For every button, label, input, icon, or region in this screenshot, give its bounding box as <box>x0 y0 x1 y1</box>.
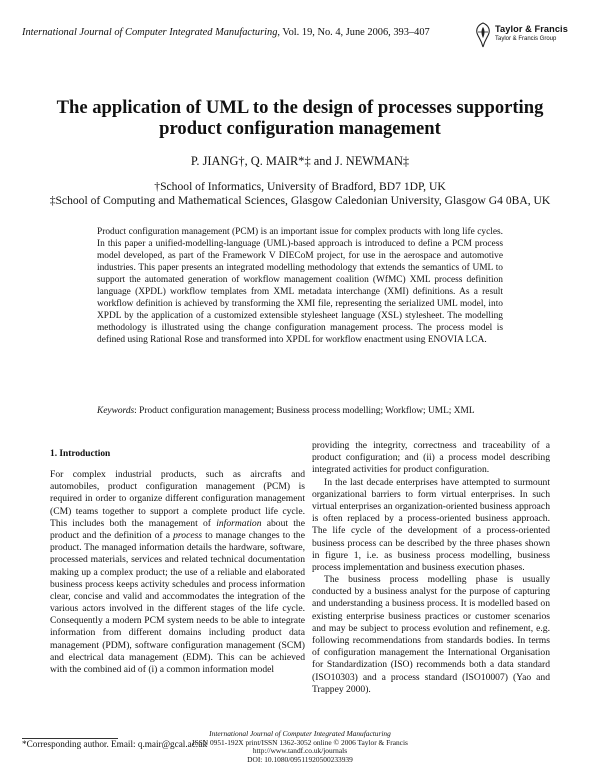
intro-paragraph-2: In the last decade enterprises have attempted to surmount organizational barriers to form virtual enterprises. In such virtual enterprises an organization-oriented business approach is often replaced by a process-oriented business approach. The life cycle of the development of a process-oriented business process can be described by the three phases shown in figure 1, i.e. as business process modelling, business process implementation and business execution phases. <box>312 476 550 573</box>
journal-imprint <box>130 730 470 765</box>
author-list: P. JIANG†, Q. MAIR*‡ and J. NEWMAN‡ <box>190 154 410 168</box>
keywords-label: Keywords <box>97 406 135 416</box>
running-head <box>22 26 492 39</box>
publisher-logo-icon <box>474 22 492 48</box>
corresponding-author-footnote: *Corresponding author. Email: q.mair@gcal.ac.uk <box>22 739 208 749</box>
publisher-subtitle: Taylor & Francis Group <box>495 36 557 42</box>
publisher-logo <box>474 22 584 50</box>
intro-p1-part-b: about the product and the definition of a <box>50 517 305 541</box>
affiliation-bradford: †School of Informatics, University of Bradford, BD7 1DP, UK <box>154 180 446 193</box>
abstract: Product configuration management (PCM) is an important issue for complex products with long life cycles. In this paper a unified-modelling-language (UML)-based approach is introduced to define a PCM process model developed, as part of the Framework V DIECoM project, for use in the aerospace and automotive industries. This paper presents an integrated modelling methodology that extends the semantics of UML to support the automated generation of workflow management coalition (WfMC) XML process definition language (XPDL) workflow templates from XML metadata interchange (XMI) definitions. As a result workflow definition is achieved by transforming the XMI file, representing the serialized UML model, into XPDL by the application of a customized extensible stylesheet language (XSL) stylesheet. The modelling methodology is illustrated using the change configuration management process. The process model is defined using Rational Rose and transformed into XPDL for workflow enactment using ENOVIA LCA. <box>97 227 503 346</box>
intro-paragraph-1 <box>50 469 305 676</box>
intro-paragraph-1-continued: providing the integrity, correctness and traceability of a product configuration; and (ii) a process model describing integrated activities for product configuration. <box>312 440 550 476</box>
paper-title-line1: The application of UML to the design of processes supporting <box>56 97 544 118</box>
imprint-issn: ISSN 0951-192X print/ISSN 1362-3052 online © 2006 Taylor & Francis <box>192 737 408 747</box>
section-heading-introduction: 1. Introduction <box>50 449 111 459</box>
left-column <box>50 448 305 676</box>
intro-p1-emphasis-process: process <box>173 529 203 541</box>
affiliation-glasgow: ‡School of Computing and Mathematical Sciences, Glasgow Caledonian University, Glasgow G4 0BA, UK <box>49 194 551 207</box>
intro-paragraph-3: The business process modelling phase is usually conducted by a business analyst for the purpose of capturing and understanding a business process. It is modelled based on existing enterprise business practices or customer scenarios and may be subject to process evolution and refinement, e.g. following recommendations from standards bodies. In terms of configuration management the International Organisation for Standardization (ISO) recommends both a data standard (ISO10303) and a process standard (ISO10007) (Yao and Trappey 2000). <box>312 574 550 695</box>
paper-title <box>30 97 570 139</box>
intro-p1-part-a: For complex industrial products, such as aircrafts and automobiles, product configuration management (PCM) is required in order to organize different configuration management (CM) teams together to support a complete product life cycle. This includes both the management of <box>50 469 305 529</box>
keywords <box>97 405 503 417</box>
running-head-journal: International Journal of Computer Integrated Manufacturing <box>22 27 278 38</box>
running-head-citation: , Vol. 19, No. 4, June 2006, 393–407 <box>277 27 430 38</box>
imprint-doi: DOI: 10.1080/09511920500233939 <box>247 755 353 765</box>
publisher-name: Taylor & Francis <box>495 24 568 34</box>
intro-p1-part-c: to manage changes to the product. The managed information details the hardware, software, processed materials, services and related technical documentation making up a complex product; the use of a reliable and elaborated business process keeps activity schedules and process information clear, concise and valid and accommodates the integration of the various actors involved in the different stages of the life cycle. Consequently a modern PCM system needs to be able to integrate information from different domains including product data management (PDM), software configuration management (SCM) and electrical data management (EDM). This can be achieved with the combined aid of (i) a common information model <box>50 529 305 675</box>
imprint-url: http://www.tandf.co.uk/journals <box>252 746 348 756</box>
keywords-text: : Product configuration management; Business process modelling; Workflow; UML; XML <box>134 406 475 416</box>
imprint-journal: International Journal of Computer Integrated Manufacturing <box>209 729 391 738</box>
intro-p1-emphasis-information: information <box>216 517 262 529</box>
right-column <box>312 440 550 696</box>
paper-title-line2: product configuration management <box>159 118 441 139</box>
